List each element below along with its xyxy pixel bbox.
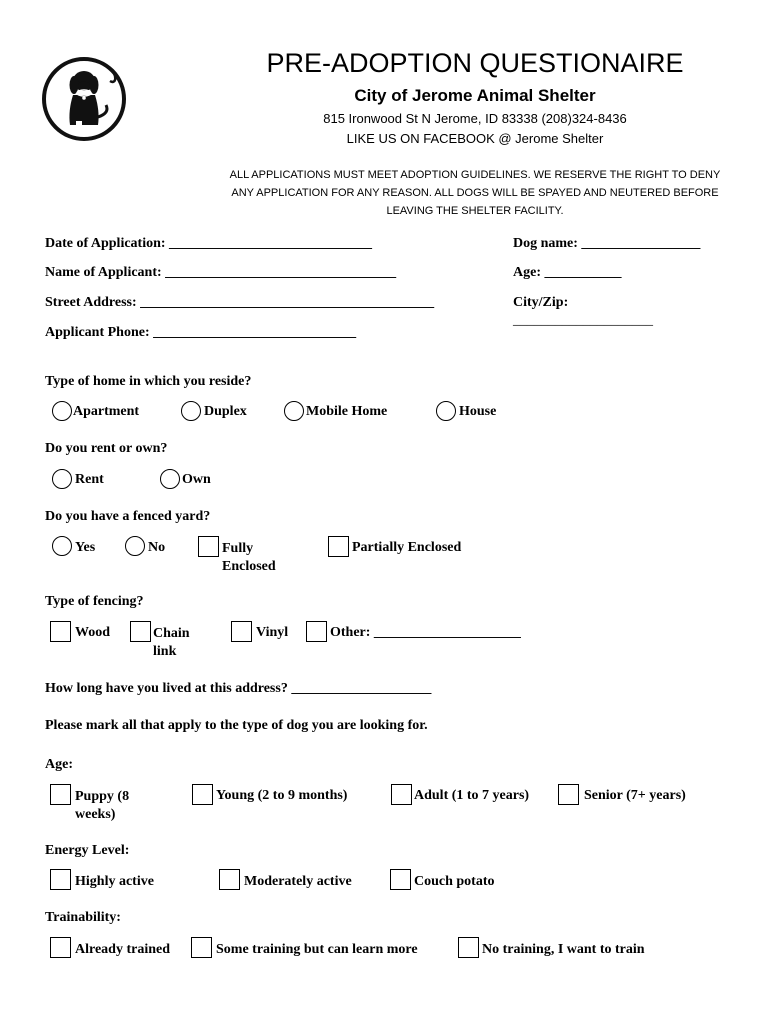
yes-label: Yes: [75, 540, 96, 555]
senior-checkbox[interactable]: [558, 784, 579, 805]
couch-potato-label: Couch potato: [414, 874, 495, 889]
vinyl-checkbox[interactable]: [231, 621, 252, 642]
moderately-active-checkbox[interactable]: [219, 869, 240, 890]
city-zip-label: City/Zip:: [513, 295, 569, 310]
young-label: Young (2 to 9 months): [216, 788, 348, 803]
vinyl-label: Vinyl: [256, 625, 289, 640]
already-trained-checkbox[interactable]: [50, 937, 71, 958]
age-preference-label: Age:: [45, 757, 73, 772]
rent-radio[interactable]: [52, 469, 72, 489]
dog-name-field[interactable]: Dog name: _________________: [513, 236, 701, 251]
trainability-label: Trainability:: [45, 910, 121, 925]
form-title: PRE-ADOPTION QUESTIONAIRE: [266, 48, 684, 78]
age-field[interactable]: Age: ___________: [513, 265, 622, 280]
wood-checkbox[interactable]: [50, 621, 71, 642]
partially-enclosed-label: Partially Enclosed: [352, 540, 462, 555]
shelter-logo: [40, 55, 128, 143]
energy-level-label: Energy Level:: [45, 843, 130, 858]
fully-enclosed-checkbox[interactable]: [198, 536, 219, 557]
applicant-phone-field[interactable]: Applicant Phone: _____________________________: [45, 325, 357, 340]
street-address-field[interactable]: Street Address: __________________________________________: [45, 295, 435, 310]
shelter-address: 815 Ironwood St N Jerome, ID 83338 (208)324-8436: [323, 111, 627, 126]
some-training-checkbox[interactable]: [191, 937, 212, 958]
couch-potato-checkbox[interactable]: [390, 869, 411, 890]
apartment-radio[interactable]: [52, 401, 72, 421]
adult-checkbox[interactable]: [391, 784, 412, 805]
shelter-name: City of Jerome Animal Shelter: [354, 86, 596, 105]
some-training-label: Some training but can learn more: [216, 942, 418, 957]
other-checkbox[interactable]: [306, 621, 327, 642]
apartment-label: Apartment: [73, 404, 140, 419]
fully-enclosed-label: Fully Enclosed: [222, 541, 276, 574]
lived-duration-field[interactable]: How long have you lived at this address? ____________________: [45, 681, 432, 696]
no-label: No: [148, 540, 166, 555]
name-of-applicant-field[interactable]: Name of Applicant: _________________________________: [45, 265, 397, 280]
already-trained-label: Already trained: [75, 942, 171, 957]
chain-link-checkbox[interactable]: [130, 621, 151, 642]
duplex-label: Duplex: [204, 404, 247, 419]
no-training-label: No training, I want to train: [482, 942, 645, 957]
highly-active-label: Highly active: [75, 874, 154, 889]
duplex-radio[interactable]: [181, 401, 201, 421]
own-label: Own: [182, 472, 211, 487]
other-field[interactable]: Other: _____________________: [330, 625, 521, 640]
preferences-intro: Please mark all that apply to the type of dog you are looking for.: [45, 718, 428, 733]
house-label: House: [459, 404, 497, 419]
facebook-line: LIKE US ON FACEBOOK @ Jerome Shelter: [346, 131, 604, 146]
partially-enclosed-checkbox[interactable]: [328, 536, 349, 557]
home-type-question: Type of home in which you reside?: [45, 374, 252, 389]
puppy-label: Puppy (8 weeks): [75, 789, 130, 822]
rent-label: Rent: [75, 472, 104, 487]
moderately-active-label: Moderately active: [244, 874, 352, 889]
city-zip-field[interactable]: ____________________: [513, 313, 653, 328]
yes-radio[interactable]: [52, 536, 72, 556]
house-radio[interactable]: [436, 401, 456, 421]
senior-label: Senior (7+ years): [584, 788, 686, 803]
no-training-checkbox[interactable]: [458, 937, 479, 958]
young-checkbox[interactable]: [192, 784, 213, 805]
adult-label: Adult (1 to 7 years): [414, 788, 530, 803]
puppy-checkbox[interactable]: [50, 784, 71, 805]
rent-own-question: Do you rent or own?: [45, 441, 168, 456]
highly-active-checkbox[interactable]: [50, 869, 71, 890]
own-radio[interactable]: [160, 469, 180, 489]
no-radio[interactable]: [125, 536, 145, 556]
adoption-notice: ALL APPLICATIONS MUST MEET ADOPTION GUIDELINES. WE RESERVE THE RIGHT TO DENY ANY APPLICATION FOR ANY REASON. ALL DOGS WILL BE SPAYED AND NEUTERED BEFORE LEAVING THE SHELTER FACILITY.: [229, 169, 721, 217]
fenced-yard-question: Do you have a fenced yard?: [45, 509, 211, 524]
mobile-home-radio[interactable]: [284, 401, 304, 421]
date-of-application-field[interactable]: Date of Application: _____________________________: [45, 236, 373, 251]
mobile-home-label: Mobile Home: [306, 404, 388, 419]
fencing-type-question: Type of fencing?: [45, 594, 144, 609]
wood-label: Wood: [75, 625, 111, 640]
chain-link-label: Chain link: [153, 626, 190, 659]
